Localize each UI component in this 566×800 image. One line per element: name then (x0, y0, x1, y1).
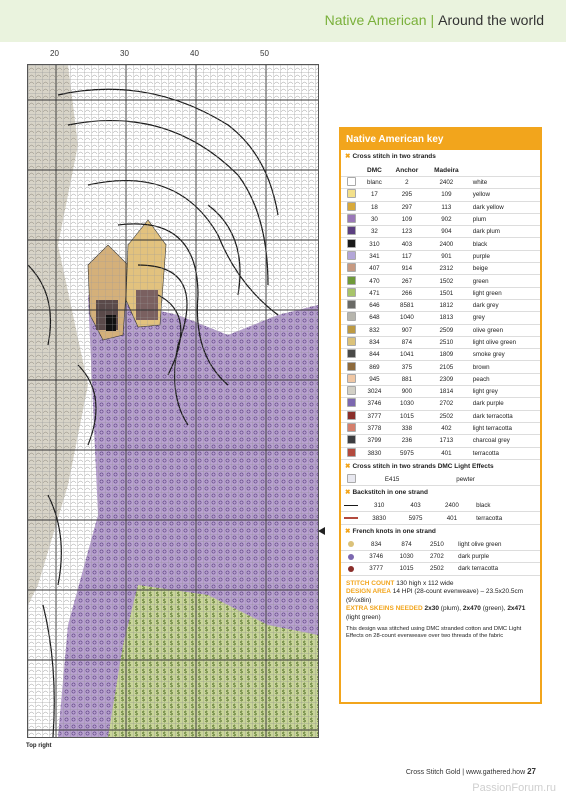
cross-icon: ✖ (345, 153, 351, 160)
anchor-code: 295 (388, 189, 426, 201)
key-row (341, 275, 540, 287)
dmc-code: 17 (361, 189, 388, 201)
dmc-code: 844 (361, 349, 388, 361)
anchor-code: 907 (388, 324, 426, 336)
dmc-code: 470 (361, 275, 388, 287)
symbol-cell (341, 512, 361, 524)
color-name: light olive green (452, 539, 540, 551)
key-row (341, 361, 540, 373)
symbol-swatch-icon (347, 349, 356, 358)
extra-skeins: EXTRA SKEINS NEEDED 2x30 (plum), 2x470 (green), 2x471 (light green) (346, 605, 526, 621)
color-name: green (467, 275, 540, 287)
madeira-code: 901 (426, 250, 467, 262)
dmc-code: 832 (361, 324, 388, 336)
color-name: smoke grey (467, 349, 540, 361)
madeira-code: 902 (426, 213, 467, 225)
symbol-swatch-icon (347, 214, 356, 223)
dmc-code: 310 (361, 500, 397, 512)
color-name: pewter (450, 474, 540, 486)
madeira-code: 2502 (426, 410, 467, 422)
key-row (341, 213, 540, 225)
symbol-swatch-icon (347, 276, 356, 285)
header-title (325, 12, 544, 28)
anchor-code: 267 (388, 275, 426, 287)
anchor-code: 900 (388, 386, 426, 398)
color-name: black (467, 238, 540, 250)
key-row (341, 312, 540, 324)
anchor-code: 8581 (388, 299, 426, 311)
symbol-swatch-icon (347, 325, 356, 334)
key-header-row (341, 164, 540, 177)
color-name: yellow (467, 189, 540, 201)
key-row (341, 386, 540, 398)
stitch-key-panel (339, 127, 542, 704)
madeira-code: 1502 (426, 275, 467, 287)
chart-caption: Top right (26, 743, 52, 749)
french-knot-icon (348, 554, 354, 560)
anchor-code: 109 (388, 213, 426, 225)
color-name: grey (467, 312, 540, 324)
key-row (341, 226, 540, 238)
color-name: dark yellow (467, 201, 540, 213)
page-number: 27 (527, 767, 536, 776)
madeira-code: 2402 (426, 177, 467, 189)
symbol-cell (341, 189, 361, 201)
key-row (341, 287, 540, 299)
key-row (341, 512, 540, 524)
symbol-swatch-icon (347, 398, 356, 407)
symbol-cell (341, 250, 361, 262)
symbol-swatch-icon (347, 312, 356, 321)
anchor-code: 1030 (388, 398, 426, 410)
symbol-swatch-icon (347, 288, 356, 297)
backstitch-heading: ✖ Backstitch in one strand (345, 489, 428, 497)
french-knot-icon (348, 566, 354, 572)
color-name: dark purple (452, 551, 540, 563)
color-name: dark plum (467, 226, 540, 238)
symbol-swatch-icon (347, 337, 356, 346)
symbol-swatch-icon (347, 374, 356, 383)
french-knots-heading: ✖ French knots in one strand (345, 527, 436, 535)
symbol-cell (341, 361, 361, 373)
cross-icon: ✖ (345, 527, 351, 535)
anchor-code: 1041 (388, 349, 426, 361)
color-name: light olive green (467, 336, 540, 348)
symbol-cell (341, 336, 361, 348)
backstitch-line-icon (344, 517, 358, 519)
anchor-code: 338 (388, 422, 426, 434)
anchor-code: 874 (391, 539, 421, 551)
page-footer (406, 767, 536, 776)
header-section: Native American (324, 12, 427, 28)
dmc-code: 3746 (361, 398, 388, 410)
dmc-code: 3830 (361, 512, 397, 524)
key-row (341, 263, 540, 275)
symbol-cell (341, 201, 361, 213)
madeira-code: 1809 (426, 349, 467, 361)
symbol-cell (341, 177, 361, 189)
dmc-code: 869 (361, 361, 388, 373)
french-knots-table (341, 539, 540, 576)
key-row (341, 336, 540, 348)
key-row (341, 474, 540, 486)
madeira-code: 1814 (426, 386, 467, 398)
dmc-code: 3778 (361, 422, 388, 434)
key-row (341, 177, 540, 189)
madeira-code: 1713 (426, 435, 467, 447)
symbol-swatch-icon (347, 386, 356, 395)
key-row (341, 250, 540, 262)
symbol-cell (341, 275, 361, 287)
key-table (341, 164, 540, 460)
symbol-swatch-icon (347, 202, 356, 211)
column-number-20: 20 (50, 49, 59, 58)
key-row (341, 299, 540, 311)
symbol-cell (341, 386, 361, 398)
french-knot-icon (348, 541, 354, 547)
dmc-code: 834 (361, 539, 391, 551)
dmc-code: 3746 (361, 551, 391, 563)
anchor-code: 874 (388, 336, 426, 348)
cross-stitch-heading: ✖ Cross stitch in two strands (345, 153, 436, 160)
key-row (341, 189, 540, 201)
key-row (341, 238, 540, 250)
key-row (341, 201, 540, 213)
dmc-code: 341 (361, 250, 388, 262)
symbol-cell (341, 287, 361, 299)
color-name: dark purple (467, 398, 540, 410)
dmc-code: 32 (361, 226, 388, 238)
madeira-code: 2509 (426, 324, 467, 336)
symbol-cell (341, 563, 361, 575)
color-name: dark terracotta (452, 563, 540, 575)
key-row (341, 324, 540, 336)
symbol-cell (341, 226, 361, 238)
madeira-code: 2502 (422, 563, 452, 575)
anchor-code: 881 (388, 373, 426, 385)
anchor-code (423, 474, 437, 486)
color-name: light green (467, 287, 540, 299)
symbol-cell (341, 435, 361, 447)
key-row (341, 447, 540, 459)
symbol-cell (341, 373, 361, 385)
madeira-code: 2400 (434, 500, 470, 512)
color-name: dark terracotta (467, 410, 540, 422)
madeira-code: 2510 (422, 539, 452, 551)
dmc-code: 648 (361, 312, 388, 324)
cross-icon: ✖ (345, 489, 351, 497)
project-info (341, 576, 540, 641)
symbol-swatch-icon (347, 411, 356, 420)
dmc-code: 945 (361, 373, 388, 385)
anchor-code: 1040 (388, 312, 426, 324)
anchor-code: 914 (388, 263, 426, 275)
header-topic: Around the world (438, 12, 544, 28)
color-name: beige (467, 263, 540, 275)
anchor-code: 5975 (388, 447, 426, 459)
design-area: DESIGN AREA 14 HPI (28-count evenweave) – 23.5x20.5cm (9¼x8in) (346, 588, 524, 604)
key-row (341, 349, 540, 361)
chart-grid-graphic (28, 65, 318, 737)
color-name: light grey (467, 386, 540, 398)
symbol-cell (341, 447, 361, 459)
symbol-cell (341, 500, 361, 512)
anchor-code: 1015 (388, 410, 426, 422)
anchor-code: 123 (388, 226, 426, 238)
madeira-code: 2400 (426, 238, 467, 250)
stitch-count: STITCH COUNT 130 high x 112 wide (346, 579, 454, 587)
light-effects-table (341, 474, 540, 486)
anchor-code: 266 (388, 287, 426, 299)
color-name: dark grey (467, 299, 540, 311)
dmc-code: 3024 (361, 386, 388, 398)
symbol-cell (341, 539, 361, 551)
watermark: PassionForum.ru (472, 782, 556, 794)
anchor-code: 236 (388, 435, 426, 447)
anchor-code: 5975 (397, 512, 433, 524)
col-anchor: Anchor (388, 164, 426, 177)
color-name: white (467, 177, 540, 189)
key-row (341, 373, 540, 385)
symbol-cell (341, 299, 361, 311)
anchor-code: 375 (388, 361, 426, 373)
cross-stitch-chart (27, 64, 319, 738)
center-arrow-icon (318, 527, 325, 535)
key-row (341, 539, 540, 551)
light-effects-heading: ✖ Cross stitch in two strands DMC Light Effects (345, 462, 494, 470)
symbol-swatch-icon (347, 448, 356, 457)
col-madeira: Madeira (426, 164, 467, 177)
dmc-code: 30 (361, 213, 388, 225)
dmc-code: 407 (361, 263, 388, 275)
anchor-code: 2 (388, 177, 426, 189)
column-number-40: 40 (190, 49, 199, 58)
symbol-swatch-icon (347, 263, 356, 272)
anchor-code: 1030 (391, 551, 421, 563)
symbol-cell (341, 324, 361, 336)
anchor-code: 403 (397, 500, 433, 512)
madeira-code: 1501 (426, 287, 467, 299)
key-row (341, 398, 540, 410)
dmc-code: E415 (361, 474, 423, 486)
symbol-swatch-icon (347, 435, 356, 444)
symbol-cell (341, 238, 361, 250)
header-bar (0, 0, 566, 42)
madeira-code: 401 (426, 447, 467, 459)
color-name: purple (467, 250, 540, 262)
dmc-code: 3799 (361, 435, 388, 447)
symbol-swatch-icon (347, 189, 356, 198)
key-title: Native American key (341, 129, 540, 150)
footer-text: Cross Stitch Gold | www.gathered.how (405, 769, 526, 776)
symbol-swatch-icon (347, 251, 356, 260)
symbol-cell (341, 213, 361, 225)
madeira-code: 2510 (426, 336, 467, 348)
symbol-cell (341, 474, 361, 486)
anchor-code: 297 (388, 201, 426, 213)
key-row (341, 410, 540, 422)
madeira-code: 2702 (426, 398, 467, 410)
anchor-code: 1015 (391, 563, 421, 575)
symbol-cell (341, 551, 361, 563)
color-name: black (470, 500, 540, 512)
madeira-code: 1812 (426, 299, 467, 311)
madeira-code (437, 474, 451, 486)
symbol-swatch-icon (347, 423, 356, 432)
symbol-swatch-icon (347, 177, 356, 186)
dmc-code: blanc (361, 177, 388, 189)
column-number-50: 50 (260, 49, 269, 58)
madeira-code: 904 (426, 226, 467, 238)
madeira-code: 402 (426, 422, 467, 434)
color-name: terracotta (470, 512, 540, 524)
backstitch-line-icon (344, 505, 358, 507)
dmc-code: 18 (361, 201, 388, 213)
symbol-cell (341, 422, 361, 434)
madeira-code: 2702 (422, 551, 452, 563)
symbol-cell (341, 349, 361, 361)
symbol-swatch-icon (347, 226, 356, 235)
col-dmc: DMC (361, 164, 388, 177)
symbol-swatch-icon (347, 239, 356, 248)
symbol-cell (341, 398, 361, 410)
madeira-code: 109 (426, 189, 467, 201)
dmc-code: 3777 (361, 410, 388, 422)
symbol-swatch-icon (347, 474, 356, 483)
madeira-code: 2312 (426, 263, 467, 275)
symbol-cell (341, 410, 361, 422)
backstitch-table (341, 500, 540, 525)
color-name: plum (467, 213, 540, 225)
header-divider: | (430, 12, 435, 28)
color-name: peach (467, 373, 540, 385)
key-row (341, 422, 540, 434)
dmc-code: 834 (361, 336, 388, 348)
symbol-cell (341, 263, 361, 275)
madeira-code: 1813 (426, 312, 467, 324)
cross-icon: ✖ (345, 462, 351, 470)
color-name: light terracotta (467, 422, 540, 434)
key-row (341, 500, 540, 512)
symbol-swatch-icon (347, 362, 356, 371)
key-row (341, 435, 540, 447)
dmc-code: 646 (361, 299, 388, 311)
madeira-code: 2105 (426, 361, 467, 373)
key-row (341, 563, 540, 575)
madeira-code: 113 (426, 201, 467, 213)
color-name: brown (467, 361, 540, 373)
dmc-code: 310 (361, 238, 388, 250)
dmc-code: 471 (361, 287, 388, 299)
anchor-code: 403 (388, 238, 426, 250)
color-name: charcoal grey (467, 435, 540, 447)
color-name: terracotta (467, 447, 540, 459)
anchor-code: 117 (388, 250, 426, 262)
madeira-code: 401 (434, 512, 470, 524)
key-row (341, 551, 540, 563)
color-name: olive green (467, 324, 540, 336)
symbol-swatch-icon (347, 300, 356, 309)
dmc-code: 3777 (361, 563, 391, 575)
column-number-30: 30 (120, 49, 129, 58)
madeira-code: 2309 (426, 373, 467, 385)
symbol-cell (341, 312, 361, 324)
materials-note: This design was stitched using DMC stranded cotton and DMC Light Effects on 28-count evenweave over two threads of the fabric (346, 625, 522, 640)
dmc-code: 3830 (361, 447, 388, 459)
